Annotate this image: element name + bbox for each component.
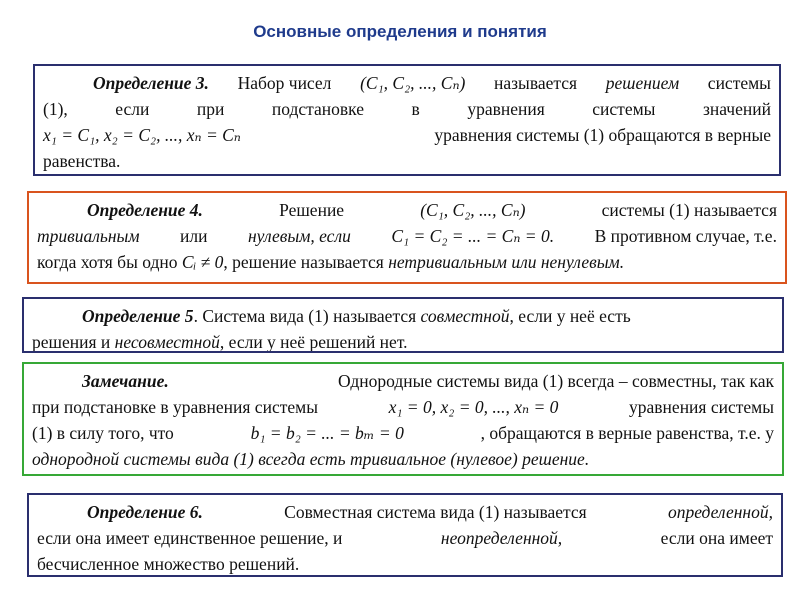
- def6-heading: Определение 6.: [87, 502, 203, 522]
- def6-line-2: [37, 525, 773, 551]
- remark-box: [22, 362, 784, 476]
- remark-text: Однородные системы вида (1) всегда – совместны, так как: [337, 371, 774, 391]
- def3-text: равенства.: [43, 151, 121, 171]
- remark-line-2: [32, 394, 774, 420]
- def4-term-nontrivial: нетривиальным или ненулевым.: [388, 252, 625, 272]
- def6-term-determined: определенной,: [667, 502, 773, 522]
- page-title: Основные определения и понятия: [253, 22, 547, 41]
- def3-math-assignment: x₁ = C₁, x₂ = C₂, ..., xₙ = Cₙ: [43, 125, 241, 145]
- remark-text: уравнения системы: [629, 397, 774, 417]
- remark-heading: Замечание.: [82, 371, 169, 391]
- def4-line-2: [37, 223, 777, 249]
- def3-line-3: [43, 122, 771, 148]
- def4-text: , решение называется: [223, 252, 384, 272]
- def5-text: , если у неё есть: [509, 306, 631, 326]
- def5-heading: Определение 5: [82, 306, 194, 326]
- remark-text: при подстановке в уравнения системы: [32, 397, 318, 417]
- def3-text: системы: [707, 73, 771, 93]
- def5-line-1: [32, 303, 774, 329]
- definition-4-box: [27, 191, 787, 284]
- def4-heading: Определение 4.: [87, 200, 203, 220]
- definition-6-box: [27, 493, 783, 577]
- def3-math-tuple: (C₁, C₂, ..., Cₙ): [360, 73, 466, 93]
- def3-text: называется: [494, 73, 578, 93]
- def5-text: . Система вида (1) называется: [193, 306, 417, 326]
- def6-line-3: [37, 551, 773, 577]
- def4-text: В противном случае, т.е.: [594, 226, 777, 246]
- def5-text: решения и: [32, 332, 111, 352]
- def3-word: значений: [702, 99, 771, 119]
- def6-text: если она имеет единственное решение, и: [37, 528, 343, 548]
- definition-3-box: [33, 64, 781, 176]
- def3-word: в: [411, 99, 420, 119]
- def4-math-equal: C₁ = C₂ = ... = Cₙ = 0.: [391, 226, 555, 246]
- def4-math-tuple: (C₁, C₂, ..., Cₙ): [420, 200, 526, 220]
- def3-text: Набор чисел: [237, 73, 332, 93]
- def3-word: системы: [592, 99, 656, 119]
- def3-line-1: [43, 70, 771, 96]
- def6-term-undetermined: неопределенной,: [440, 528, 563, 548]
- remark-line-1: [32, 368, 774, 394]
- def3-word: (1),: [43, 99, 68, 119]
- def4-text: или: [180, 226, 208, 246]
- def4-term-zero: нулевым, если: [247, 226, 351, 246]
- def3-word: уравнения: [467, 99, 545, 119]
- def5-text: , если у неё решений нет.: [219, 332, 408, 352]
- remark-text: , обращаются в верные равенства, т.е. у: [480, 423, 774, 443]
- def6-line-1: [37, 499, 773, 525]
- def4-text: когда хотя бы одно: [37, 252, 178, 272]
- remark-line-4: [32, 446, 774, 472]
- def5-term-consistent: совместной: [420, 306, 510, 326]
- def3-text: уравнения системы (1) обращаются в верные: [434, 125, 771, 145]
- def4-math-nonzero: Cᵢ ≠ 0: [181, 252, 224, 272]
- def3-word: подстановке: [271, 99, 365, 119]
- def3-word: если: [115, 99, 150, 119]
- def6-text: если она имеет: [660, 528, 773, 548]
- def4-text: системы (1) называется: [601, 200, 777, 220]
- def3-heading: Определение 3.: [93, 73, 209, 93]
- def3-word: при: [196, 99, 225, 119]
- def6-text: бесчисленное множество решений.: [37, 554, 300, 574]
- def3-term-solution: решением: [605, 73, 680, 93]
- remark-math-b-zero: b₁ = b₂ = ... = bₘ = 0: [250, 423, 404, 443]
- def3-line-2: [43, 96, 771, 122]
- def6-text: Совместная система вида (1) называется: [284, 502, 587, 522]
- remark-line-3: [32, 420, 774, 446]
- definition-5-box: [22, 297, 784, 353]
- remark-conclusion: однородной системы вида (1) всегда есть тривиальное (нулевое) решение.: [32, 449, 590, 469]
- def4-term-trivial: тривиальным: [37, 226, 140, 246]
- remark-math-zero-assignment: x₁ = 0, x₂ = 0, ..., xₙ = 0: [388, 397, 559, 417]
- remark-text: (1) в силу того, что: [32, 423, 174, 443]
- def5-term-inconsistent: несовместной: [114, 332, 220, 352]
- def4-line-1: [37, 197, 777, 223]
- def3-line-4: [43, 148, 771, 174]
- def4-line-3: [37, 249, 777, 275]
- def4-text: Решение: [279, 200, 345, 220]
- def5-line-2: [32, 329, 774, 353]
